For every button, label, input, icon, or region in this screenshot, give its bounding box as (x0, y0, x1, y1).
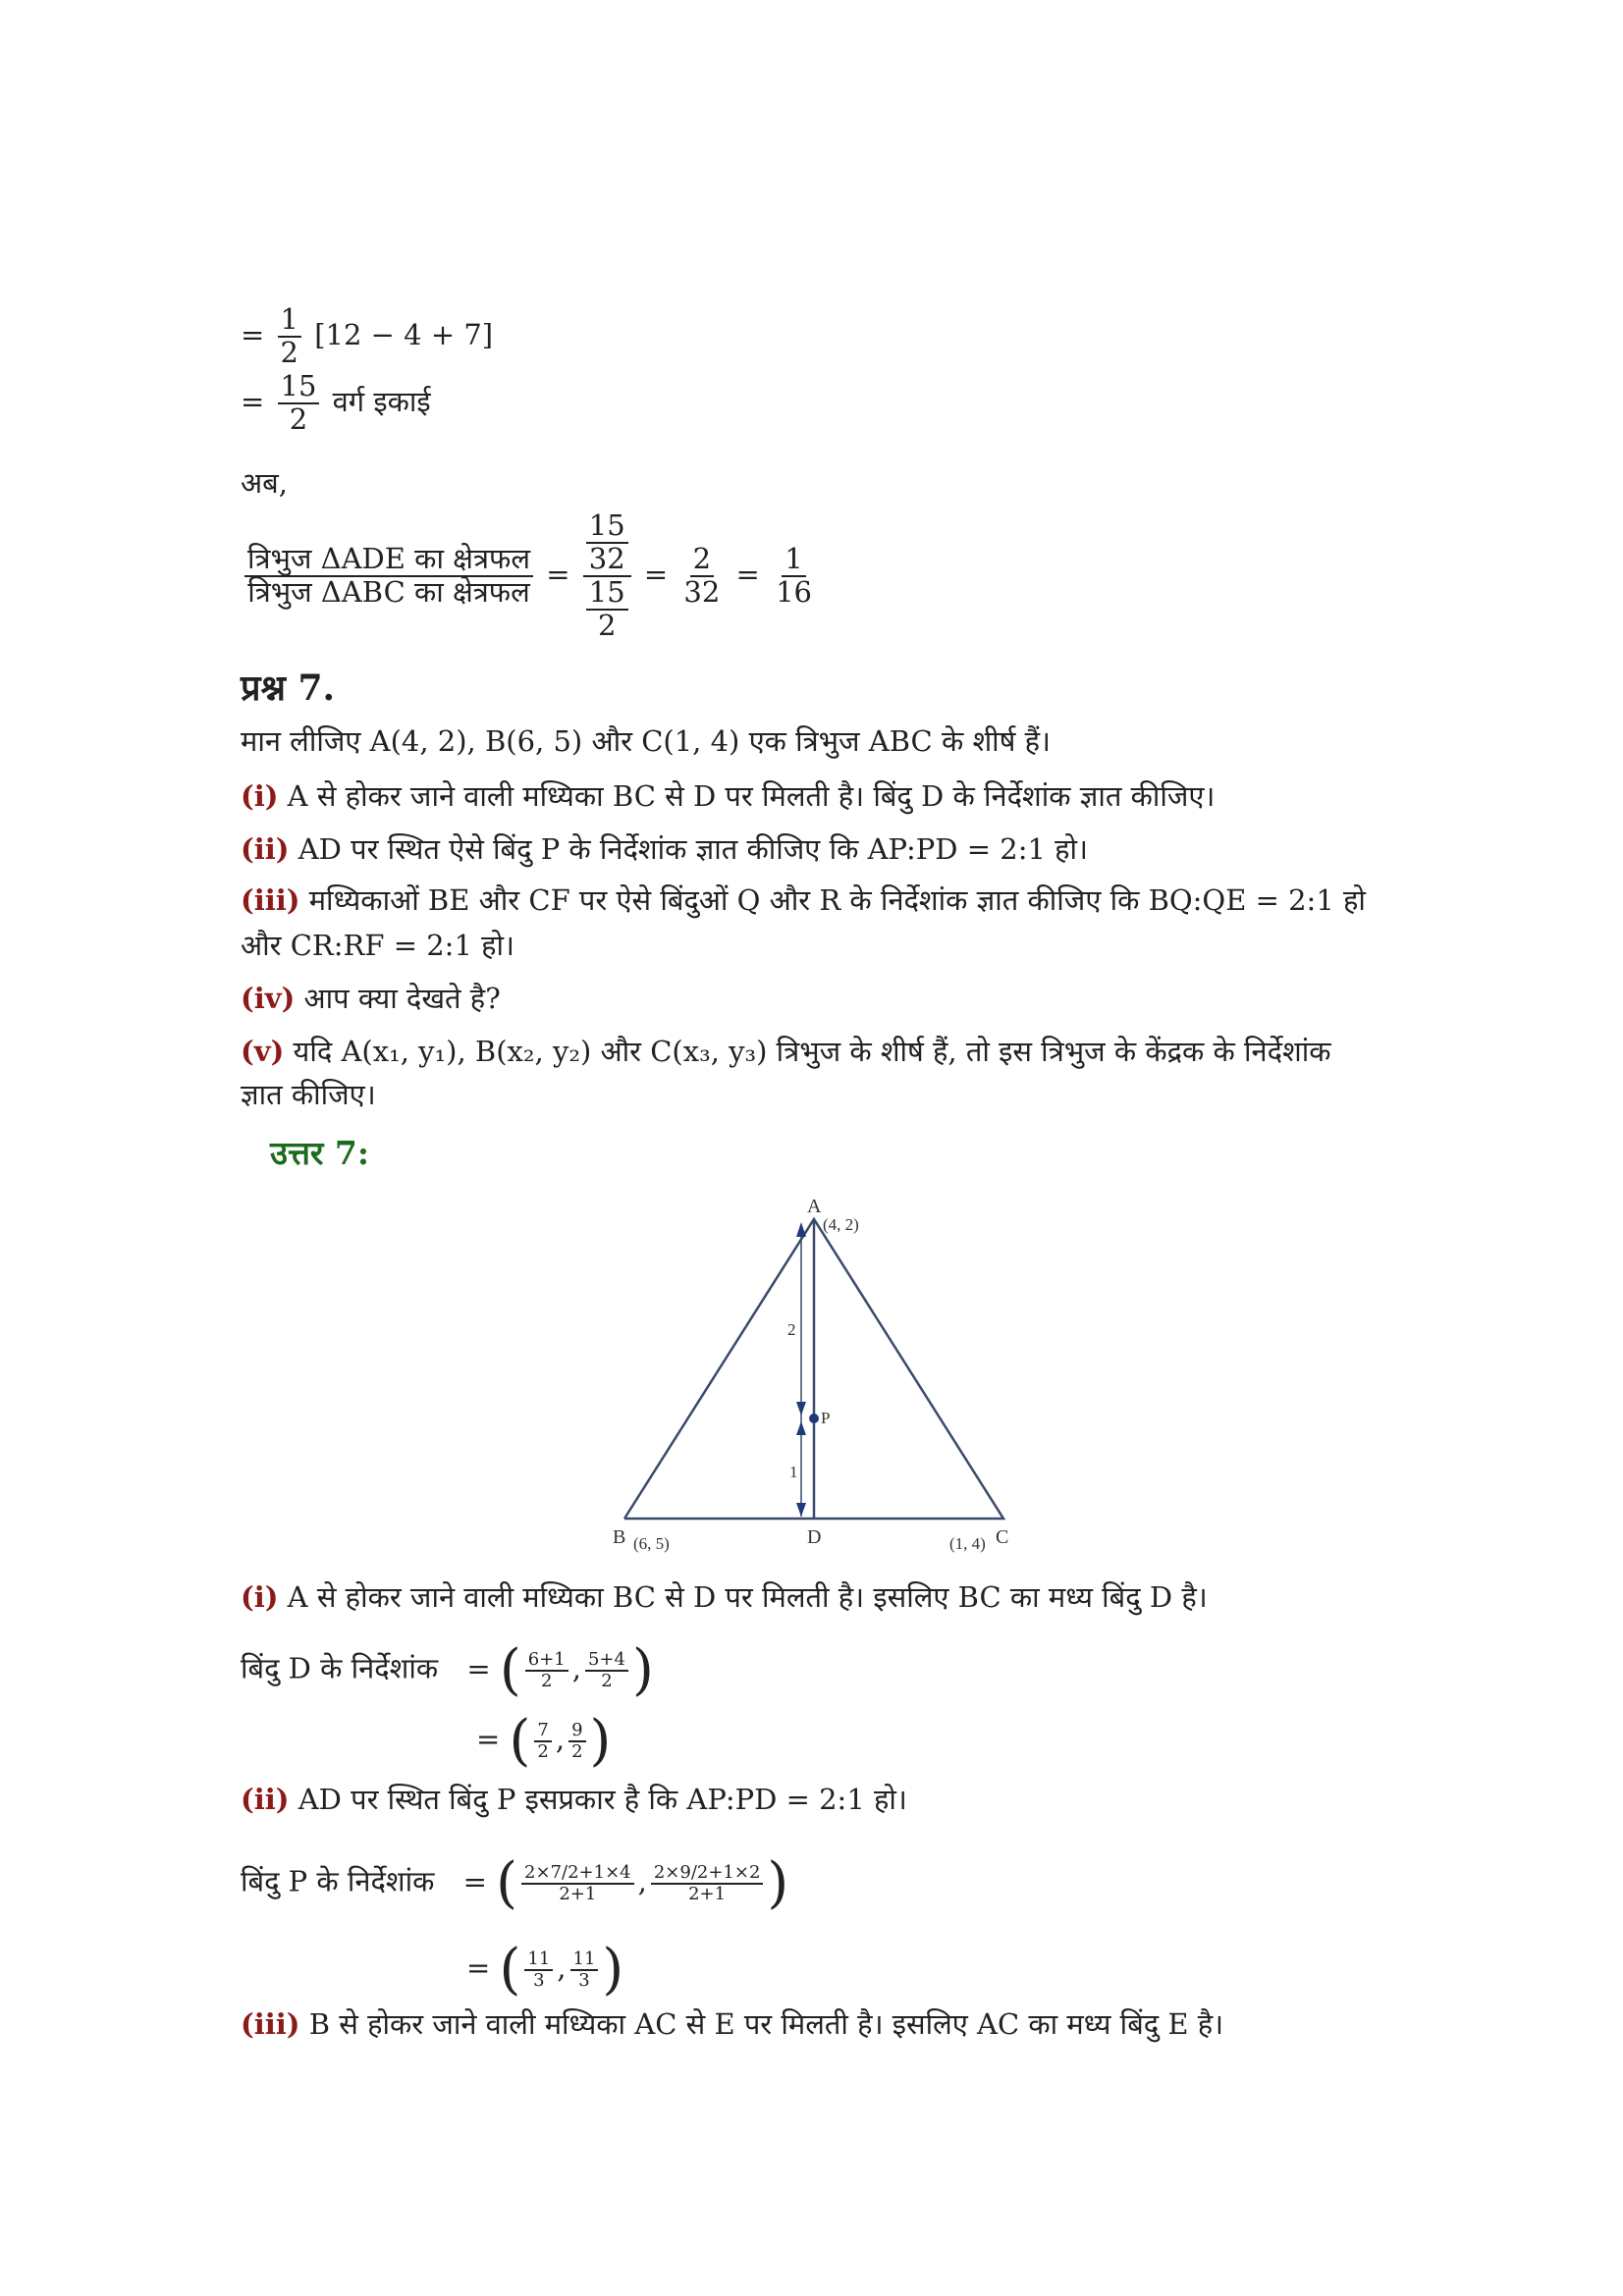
denominator: 3 (578, 1969, 590, 1991)
arrow-up-a (796, 1222, 806, 1237)
denominator: 2 (280, 335, 298, 369)
numerator: 1 (278, 304, 301, 338)
ratio-fraction (244, 541, 533, 609)
fraction (524, 1949, 553, 1991)
numerator: 11 (524, 1949, 553, 1971)
coord-label: बिंदु D के निर्देशांक (241, 1651, 439, 1685)
fraction (525, 1650, 568, 1691)
triangle-diagram (589, 1178, 1051, 1571)
denominator: 16 (776, 574, 812, 609)
numerator: 5+4 (585, 1650, 628, 1672)
equals: = (241, 317, 265, 351)
fraction (534, 1721, 551, 1762)
denominator: 2+1 (688, 1883, 727, 1904)
area-step-2 (241, 371, 431, 436)
d-coordinates: बिंदु D के निर्देशांक = ( $\frac{6+1}{2}$ , $\frac{5+4}{2}$ ) (241, 1638, 654, 1702)
equals: = (466, 1950, 491, 1985)
part-text: AD पर स्थित ऐसे बिंदु P के निर्देशांक ज्ञात कीजिए कि AP:PD = 2:1 हो। (289, 832, 1089, 866)
part-label: (iii) (241, 2007, 300, 2041)
denominator: 32 (683, 574, 721, 609)
question-intro: मान लीजिए A(4, 2), B(6, 5) और C(1, 4) एक त्रिभुज ABC के शीर्ष हैं। (241, 724, 1052, 758)
now-text: अब, (241, 466, 288, 500)
part-text: AD पर स्थित बिंदु P इसप्रकार है कि AP:PD = 2:1 हो। (289, 1783, 907, 1816)
equals: = (735, 557, 760, 591)
numerator: 2×9/2+1×2 (651, 1863, 764, 1885)
equals: = (462, 1864, 487, 1898)
question-part-ii (241, 832, 1088, 867)
point-p (809, 1414, 819, 1423)
p-result: = ( $\frac{11}{3}$ , $\frac{11}{3}$ ) (466, 1938, 624, 2002)
label-a: A (807, 1196, 822, 1217)
denominator: 3 (533, 1969, 545, 1991)
equals: = (546, 557, 570, 591)
part-text: A से होकर जाने वाली मध्यिका BC से D पर मिलती है। इसलिए BC का मध्य बिंदु D है। (278, 1580, 1208, 1614)
label-a-coord: (4, 2) (823, 1215, 859, 1234)
equals: = (466, 1651, 491, 1685)
arrow-down-d (796, 1503, 806, 1517)
denominator: 2 (289, 401, 308, 436)
denominator: 2 (601, 1670, 613, 1691)
fraction (585, 1650, 628, 1691)
fraction (680, 541, 723, 609)
numerator: 9 (568, 1721, 585, 1742)
d: 2 (597, 608, 617, 642)
equals: = (643, 557, 669, 591)
fraction (521, 1863, 634, 1904)
label-d: D (807, 1526, 822, 1548)
fraction (773, 541, 815, 609)
part-text-cont: और CR:RF = 2:1 हो। (241, 929, 515, 962)
question-part-iii (241, 883, 1366, 918)
numerator: 6+1 (525, 1650, 568, 1672)
arrow-down-p (796, 1402, 806, 1415)
part-label: (ii) (241, 1783, 290, 1816)
numerator: 2×7/2+1×4 (521, 1863, 634, 1885)
label-p: P (821, 1409, 831, 1427)
fraction (568, 1721, 585, 1762)
numerator: 2 (690, 544, 714, 577)
answer-part-ii (241, 1783, 907, 1817)
question-part-iv (241, 982, 501, 1016)
fraction (278, 304, 301, 369)
part-text: यदि A(x₁, y₁), B(x₂, y₂) और C(x₃, y₃) त्रिभुज के शीर्ष हैं, तो इस त्रिभुज के केंद्रक के निर्देशांक (284, 1035, 1331, 1068)
part-text: A से होकर जाने वाली मध्यिका BC से D पर मिलती है। बिंदु D के निर्देशांक ज्ञात कीजिए। (278, 779, 1216, 813)
numerator: त्रिभुज ΔADE का क्षेत्रफल (244, 544, 533, 577)
answer-part-iii (241, 2007, 1223, 2042)
part-label: (i) (241, 779, 279, 813)
numerator: 15 (278, 371, 320, 404)
coord-label: बिंदु P के निर्देशांक (241, 1864, 435, 1898)
numerator: 1 (782, 544, 805, 577)
denominator: 2 (571, 1740, 583, 1762)
n: 15 (586, 577, 628, 611)
numerator: 7 (534, 1721, 551, 1742)
n: 15 (586, 510, 628, 544)
numerator: 11 (570, 1949, 599, 1971)
arrow-up-p (796, 1421, 806, 1435)
label-b-coord: (6, 5) (633, 1534, 670, 1553)
equals: = (476, 1722, 501, 1756)
denominator: त्रिभुज ΔABC का क्षेत्रफल (247, 574, 530, 609)
part-label: (ii) (241, 832, 290, 866)
part-text-cont: ज्ञात कीजिए। (241, 1078, 376, 1111)
p-coordinates: बिंदु P के निर्देशांक = ( $\frac{2\times 7/2+1\times 4}{2+1}$ , $\frac{2\times 9/2+1\times 2}{2+1}$ ) (241, 1851, 789, 1915)
part-label: (i) (241, 1580, 279, 1614)
compound-fraction (583, 510, 631, 642)
label-c-coord: (1, 4) (949, 1534, 986, 1553)
denominator: 2 (537, 1740, 549, 1762)
fraction (570, 1949, 599, 1991)
fraction (651, 1863, 764, 1904)
area-ratio (241, 510, 819, 642)
part-text: आप क्या देखते है? (295, 982, 501, 1015)
question-part-v (241, 1035, 1330, 1069)
denominator: 2+1 (559, 1883, 597, 1904)
numerator (583, 510, 631, 577)
answer-title: उत्तर 7: (270, 1134, 370, 1172)
question-part-i (241, 779, 1215, 814)
label-pd-ratio: 1 (789, 1463, 798, 1481)
denominator (583, 574, 631, 642)
equals: = (241, 384, 265, 418)
d: 32 (588, 541, 625, 575)
question-title: प्रश्न 7. (241, 667, 336, 709)
answer-part-i (241, 1580, 1208, 1615)
expression: [12 − 4 + 7] (314, 317, 494, 351)
label-c: C (996, 1526, 1009, 1548)
area-step-1 (241, 304, 493, 369)
part-text: B से होकर जाने वाली मध्यिका AC से E पर मिलती है। इसलिए AC का मध्य बिंदु E है। (299, 2007, 1224, 2041)
part-label: (iv) (241, 982, 296, 1015)
denominator: 2 (541, 1670, 553, 1691)
label-ap-ratio: 2 (787, 1320, 796, 1339)
d-result: = ( $\frac{7}{2}$ , $\frac{9}{2}$ ) (476, 1709, 612, 1773)
part-text: मध्यिकाओं BE और CF पर ऐसे बिंदुओं Q और R के निर्देशांक ज्ञात कीजिए कि BQ:QE = 2:1 हो (299, 883, 1366, 917)
part-label: (iii) (241, 883, 300, 917)
part-label: (v) (241, 1035, 285, 1068)
unit: वर्ग इकाई (332, 384, 431, 418)
fraction (278, 371, 320, 436)
label-b: B (613, 1526, 626, 1548)
